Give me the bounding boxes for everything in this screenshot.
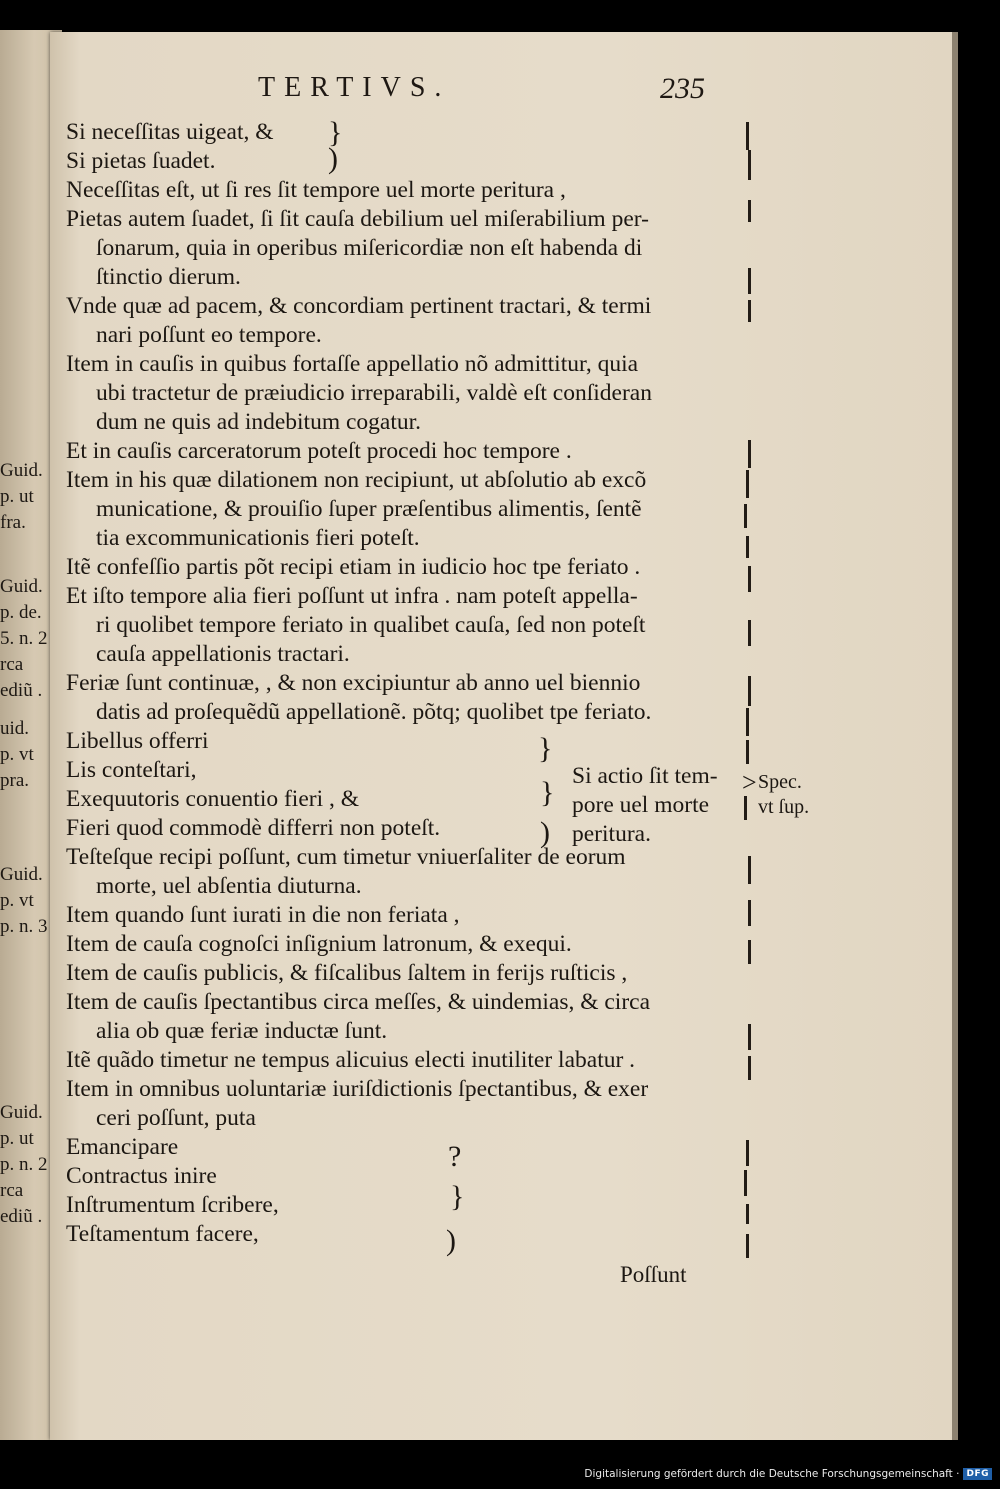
text-line: Item in omnibus uoluntariæ iuriſdictionis ſpectantibus, & exer: [66, 1076, 649, 1102]
margin-rule: [744, 1170, 747, 1196]
margin-rule: [748, 676, 751, 706]
brace-glyph: }: [450, 1180, 465, 1213]
brace-glyph: ): [540, 816, 550, 849]
margin-rule: [746, 1140, 749, 1166]
brace-glyph: }: [540, 776, 555, 809]
margin-rule: [746, 740, 749, 764]
text-line: nari poſſunt eo tempore.: [96, 322, 322, 348]
text-line: ceri poſſunt, puta: [96, 1105, 256, 1131]
left-margin-note: Guid. p. ut fra.: [0, 460, 43, 533]
margin-rule: [748, 620, 751, 646]
margin-rule: [748, 300, 751, 322]
list-line: Emancipare: [66, 1134, 179, 1160]
margin-rule: [746, 708, 749, 736]
brace-glyph: >: [742, 768, 757, 797]
text-line: Pietas autem ſuadet, ſi ſit cauſa debilium uel miſerabilium per-: [66, 206, 649, 232]
text-line: Itẽ quãdo timetur ne tempus alicuius electi inutiliter labatur .: [66, 1047, 636, 1073]
margin-rule: [746, 122, 749, 150]
list-line: Teſtamentum facere,: [66, 1221, 259, 1247]
text-line: Teſteſque recipi poſſunt, cum timetur vniuerſaliter de eorum: [66, 844, 626, 870]
list-line: Contractus inire: [66, 1163, 217, 1189]
brace-glyph: ): [446, 1224, 456, 1257]
text-line: Item de cauſa cognoſci inſignium latronum, & exequi.: [66, 931, 572, 957]
text-line: Item in his quæ dilationem non recipiunt, ut abſolutio ab excõ: [66, 467, 647, 493]
margin-rule: [748, 1024, 751, 1050]
text-line: Et in cauſis carceratorum poteſt procedi hoc tempore .: [66, 438, 572, 464]
text-line: datis ad proſequẽdũ appellationẽ. põtq; quolibet tpe feriato.: [96, 699, 652, 725]
text-line: ri quolibet tempore feriato in qualibet cauſa, ſed non poteſt: [96, 612, 646, 638]
margin-rule: [748, 150, 751, 180]
text-line: Item quando ſunt iurati in die non feriata ,: [66, 902, 460, 928]
group-line: Lis conteſtari,: [66, 757, 197, 783]
margin-rule: [748, 1056, 751, 1080]
text-line: Vnde quæ ad pacem, & concordiam pertinent tractari, & termi: [66, 293, 652, 319]
brace-glyph: ): [328, 142, 338, 175]
left-margin-note: uid. p. vt pra.: [0, 718, 34, 791]
running-head: TERTIVS.: [258, 72, 451, 103]
text-line: cauſa appellationis tractari.: [96, 641, 350, 667]
margin-rule: [748, 268, 751, 294]
text-line: Item de cauſis ſpectantibus circa meſſes, & uindemias, & circa: [66, 989, 651, 1015]
brace-glyph: ?: [448, 1140, 462, 1173]
text-line: Et iſto tempore alia fieri poſſunt ut infra . nam poteſt appella-: [66, 583, 638, 609]
right-margin-note: Spec. vt ſup.: [758, 771, 810, 818]
left-margin-note: Guid. p. vt p. n. 3: [0, 864, 48, 937]
group-line: Libellus offerri: [66, 728, 209, 754]
text-line: Si pietas ſuadet.: [66, 148, 216, 174]
margin-rule: [746, 536, 749, 558]
list-line: Inſtrumentum ſcribere,: [66, 1192, 279, 1218]
text-line: dum ne quis ad indebitum cogatur.: [96, 409, 422, 435]
margin-rule: [744, 796, 747, 820]
text-line: ubi tractetur de præiudicio irreparabili, valdè eſt conſideran: [96, 380, 652, 406]
catchword: Poſſunt: [620, 1262, 687, 1287]
dfg-logo: DFG: [963, 1468, 992, 1480]
side-group-line: peritura.: [572, 821, 651, 847]
margin-rule: [746, 1204, 749, 1224]
text-line: Itẽ confeſſio partis põt recipi etiam in iudicio hoc tpe feriato .: [66, 554, 641, 580]
text-line: Item de cauſis publicis, & fiſcalibus ſaltem in ferijs ruſticis ,: [66, 960, 628, 986]
group-line: Fieri quod commodè differri non poteſt.: [66, 815, 441, 841]
text-line: alia ob quæ feriæ inductæ ſunt.: [96, 1018, 388, 1044]
page-edge: [952, 32, 958, 1440]
left-margin-note: Guid. p. ut p. n. 2 rca ediũ .: [0, 1102, 48, 1227]
margin-rule: [746, 470, 749, 498]
text-line: morte, uel abſentia diuturna.: [96, 873, 362, 899]
text-line: Si neceſſitas uigeat, &: [66, 119, 274, 145]
text-line: Item in cauſis in quibus fortaſſe appellatio nõ admittitur, quia: [66, 351, 639, 377]
footer-credit: [584, 1468, 992, 1480]
group-line: Exequutoris conuentio fieri , &: [66, 786, 360, 812]
text-line: ſtinctio dierum.: [96, 264, 241, 290]
margin-rule: [748, 940, 751, 964]
footer-text: Digitalisierung gefördert durch die Deutsche Forschungsgemeinschaft ·: [584, 1468, 960, 1480]
margin-rule: [748, 900, 751, 926]
margin-rule: [744, 504, 747, 528]
margin-rule: [748, 200, 751, 222]
side-group-line: pore uel morte: [572, 792, 710, 818]
margin-rule: [748, 856, 751, 884]
text-line: Feriæ ſunt continuæ, , & non excipiuntur ab anno uel biennio: [66, 670, 641, 696]
text-line: tia excommunicationis fieri poteſt.: [96, 525, 420, 551]
main-text: [66, 118, 746, 1249]
left-margin-note: Guid. p. de. 5. n. 2 rca ediũ .: [0, 576, 48, 701]
text-line: ſonarum, quia in operibus miſericordiæ non eſt habenda di: [96, 235, 643, 261]
text-line: municatione, & prouiſio ſuper præſentibus alimentis, ſentẽ: [96, 496, 642, 522]
brace-glyph: }: [538, 732, 553, 765]
margin-rule: [748, 566, 751, 592]
side-group-line: Si actio ſit tem-: [572, 763, 718, 789]
margin-rule: [746, 1234, 749, 1258]
brace-glyph: }: [328, 116, 343, 149]
text-line: Neceſſitas eſt, ut ſi res ſit tempore uel morte peritura ,: [66, 177, 566, 203]
margin-rule: [748, 440, 751, 468]
page-number: 235: [660, 72, 705, 105]
